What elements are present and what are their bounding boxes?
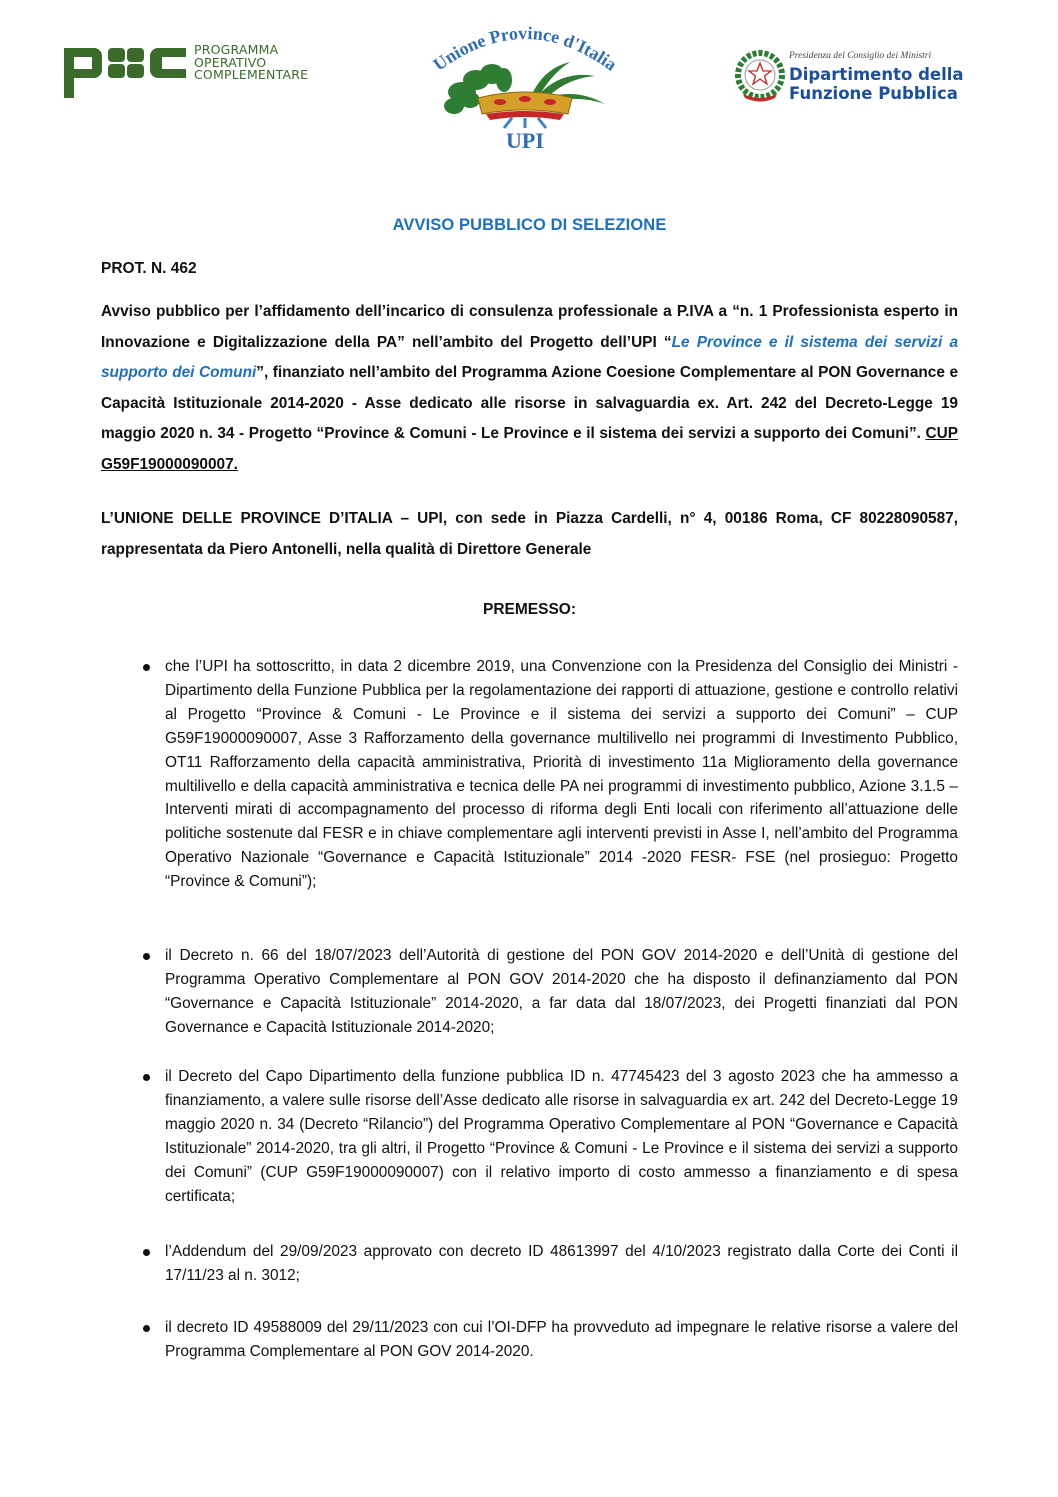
svg-text:Unione Province d'Italia: Unione Province d'Italia bbox=[429, 22, 621, 75]
document-header bbox=[0, 0, 1058, 170]
upi-logo bbox=[420, 14, 630, 154]
document-title: AVVISO PUBBLICO DI SELEZIONE bbox=[392, 216, 667, 234]
project-name: Le Province e il sistema dei servizi a supporto dei Comuni bbox=[101, 333, 958, 381]
dfp-logo bbox=[735, 48, 975, 108]
upi-name: UPI bbox=[506, 128, 544, 153]
party-paragraph: L’UNIONE DELLE PROVINCE D’ITALIA – UPI, con sede in Piazza Cardelli, n° 4, 00186 Roma, CF 80228090587, rappresentata da Piero Antonelli, nella qualità di Direttore Generale bbox=[101, 510, 958, 558]
cup-code: CUP G59F19000090007. bbox=[101, 425, 958, 473]
poc-mark-icon bbox=[62, 42, 188, 100]
dfp-script-line: Presidenza del Consiglio dei Ministri bbox=[789, 51, 932, 61]
intro-paragraph: Avviso pubblico per l’affidamento dell’incarico di consulenza professionale a P.IVA a “n. 1 Professionista esperto in Innovazione e Digitalizzazione della PA” nell’ambito del Progetto dell’UPI “Le Province e il sistema dei servizi a supporto dei Comuni”, finanziato nell’ambito del Programma Azione Coesione Complementare al PON Governance e Capacità Istituzionale 2014-2020 - Asse dedicato alle risorse in salvaguardia ex. Art. 242 del Decreto-Legge 19 maggio 2020 n. 34 - Progetto “Province & Comuni - Le Province e il sistema dei servizi a supporto dei Comuni”. CUP G59F19000090007. bbox=[101, 303, 958, 473]
poc-logo bbox=[62, 42, 332, 104]
protocol-number: PROT. N. 462 bbox=[101, 260, 197, 277]
poc-logo-text: PROGRAMMA OPERATIVO COMPLEMENTARE bbox=[194, 42, 309, 82]
bullet-icon bbox=[143, 1074, 150, 1081]
bullet-icon bbox=[143, 664, 150, 671]
italian-republic-emblem-icon bbox=[735, 50, 785, 104]
bullet-icon bbox=[143, 953, 150, 960]
premesso-heading: PREMESSO: bbox=[482, 601, 576, 618]
dfp-title: Dipartimento della Funzione Pubblica bbox=[789, 65, 964, 103]
bullet-icon bbox=[143, 1325, 150, 1332]
bullet-icon bbox=[143, 1249, 150, 1256]
upi-emblem-icon bbox=[420, 14, 630, 129]
